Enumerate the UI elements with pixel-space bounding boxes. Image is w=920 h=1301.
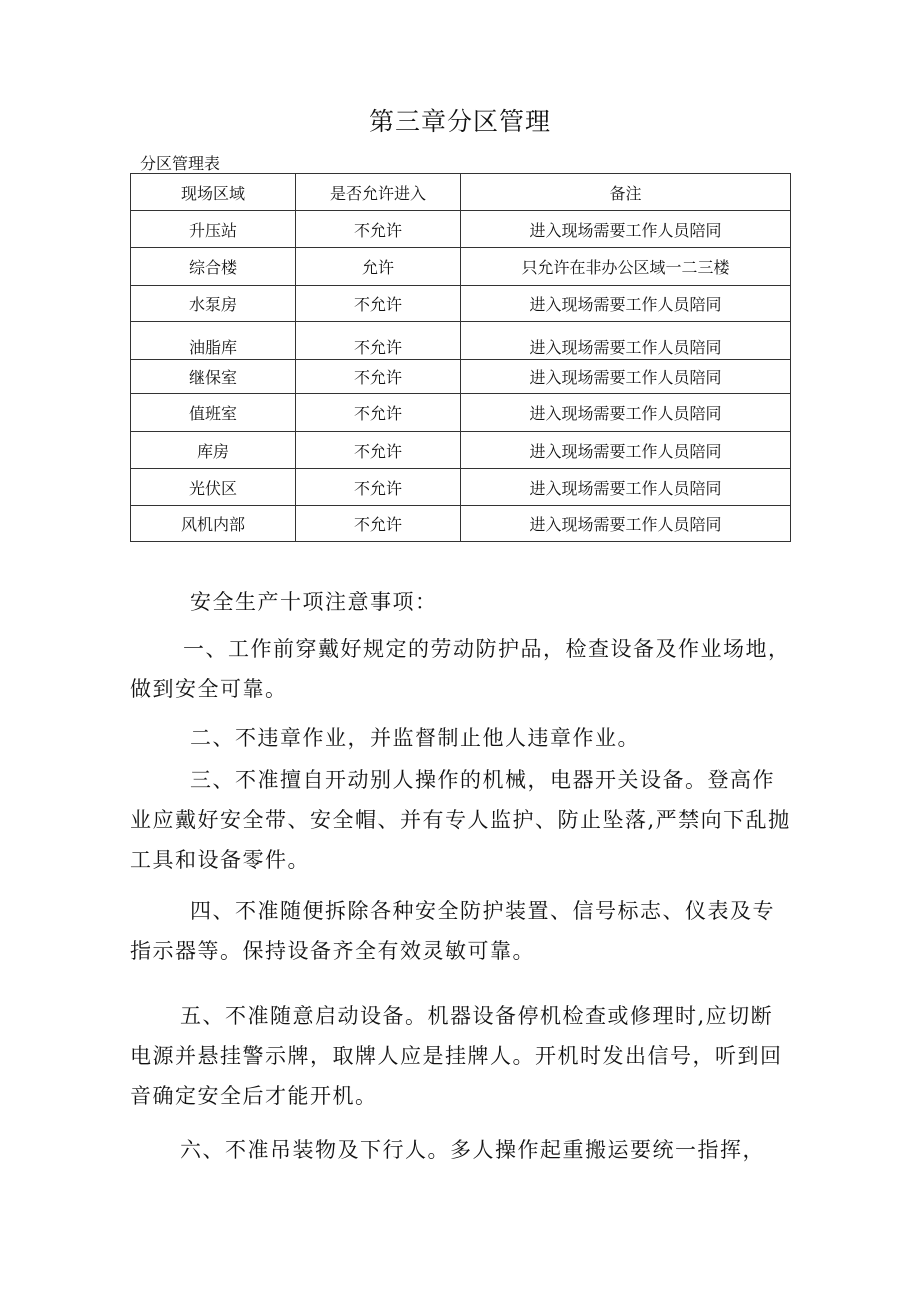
safety-heading: 安全生产十项注意事项： [190, 590, 438, 614]
table-row [131, 211, 791, 248]
cell-zone: 综合楼 [131, 248, 296, 286]
cell-entry: 不允许 [296, 506, 461, 542]
cell-entry: 不允许 [296, 322, 461, 360]
table-row [131, 432, 791, 469]
safety-item-1: 一、工作前穿戴好规定的劳动防护品，检查设备及作业场地，做到安全可靠。 [130, 637, 791, 701]
cell-remark: 进入现场需要工作人员陪同 [461, 506, 791, 542]
cell-zone: 继保室 [131, 360, 296, 394]
cell-entry: 不允许 [296, 432, 461, 469]
cell-remark: 进入现场需要工作人员陪同 [461, 432, 791, 469]
safety-item-5: 五、不准随意启动设备。机器设备停机检查或修理时,应切断电源并悬挂警示牌，取牌人应是挂牌人。开机时发出信号，听到回音确定安全后才能开机。 [130, 1004, 783, 1108]
safety-item-6: 六、不准吊装物及下行人。多人操作起重搬运要统一指挥， [180, 1138, 765, 1162]
table-row [131, 286, 791, 322]
cell-zone: 库房 [131, 432, 296, 469]
cell-remark: 进入现场需要工作人员陪同 [461, 286, 791, 322]
table-row [131, 394, 791, 432]
table-header-row [131, 174, 791, 211]
cell-remark: 进入现场需要工作人员陪同 [461, 211, 791, 248]
table-row [131, 360, 791, 394]
cell-entry: 不允许 [296, 360, 461, 394]
safety-item-2: 二、不违章作业，并监督制止他人违章作业。 [190, 726, 640, 750]
table-row [131, 248, 791, 286]
cell-entry: 不允许 [296, 394, 461, 432]
page-title: 第三章分区管理 [368, 107, 551, 136]
cell-remark: 进入现场需要工作人员陪同 [461, 469, 791, 506]
cell-zone: 油脂库 [131, 322, 296, 360]
table-row [131, 322, 791, 360]
cell-entry: 允许 [296, 248, 461, 286]
cell-remark: 只允许在非办公区域一二三楼 [461, 248, 791, 286]
cell-entry: 不允许 [296, 469, 461, 506]
table-row [131, 506, 791, 542]
header-zone: 现场区域 [131, 174, 296, 211]
cell-remark: 进入现场需要工作人员陪同 [461, 360, 791, 394]
safety-item-3: 三、不准擅自开动别人操作的机械，电器开关设备。登高作业应戴好安全带、安全帽、并有专人监护、防止坠落,严禁向下乱抛工具和设备零件。 [130, 768, 791, 872]
cell-entry: 不允许 [296, 286, 461, 322]
cell-remark: 进入现场需要工作人员陪同 [461, 394, 791, 432]
header-remarks: 备注 [461, 174, 791, 211]
header-entry-allowed: 是否允许进入 [296, 174, 461, 211]
table-caption: 分区管理表 [140, 154, 221, 173]
cell-remark: 进入现场需要工作人员陪同 [461, 322, 791, 360]
cell-zone: 水泵房 [131, 286, 296, 322]
cell-entry: 不允许 [296, 211, 461, 248]
cell-zone: 光伏区 [131, 469, 296, 506]
cell-zone: 升压站 [131, 211, 296, 248]
table-row [131, 469, 791, 506]
cell-zone: 值班室 [131, 394, 296, 432]
zone-management-table [130, 173, 791, 542]
cell-zone: 风机内部 [131, 506, 296, 542]
safety-item-4: 四、不准随便拆除各种安全防护装置、信号标志、仪表及专指示器等。保持设备齐全有效灵敏可靠。 [130, 899, 775, 963]
